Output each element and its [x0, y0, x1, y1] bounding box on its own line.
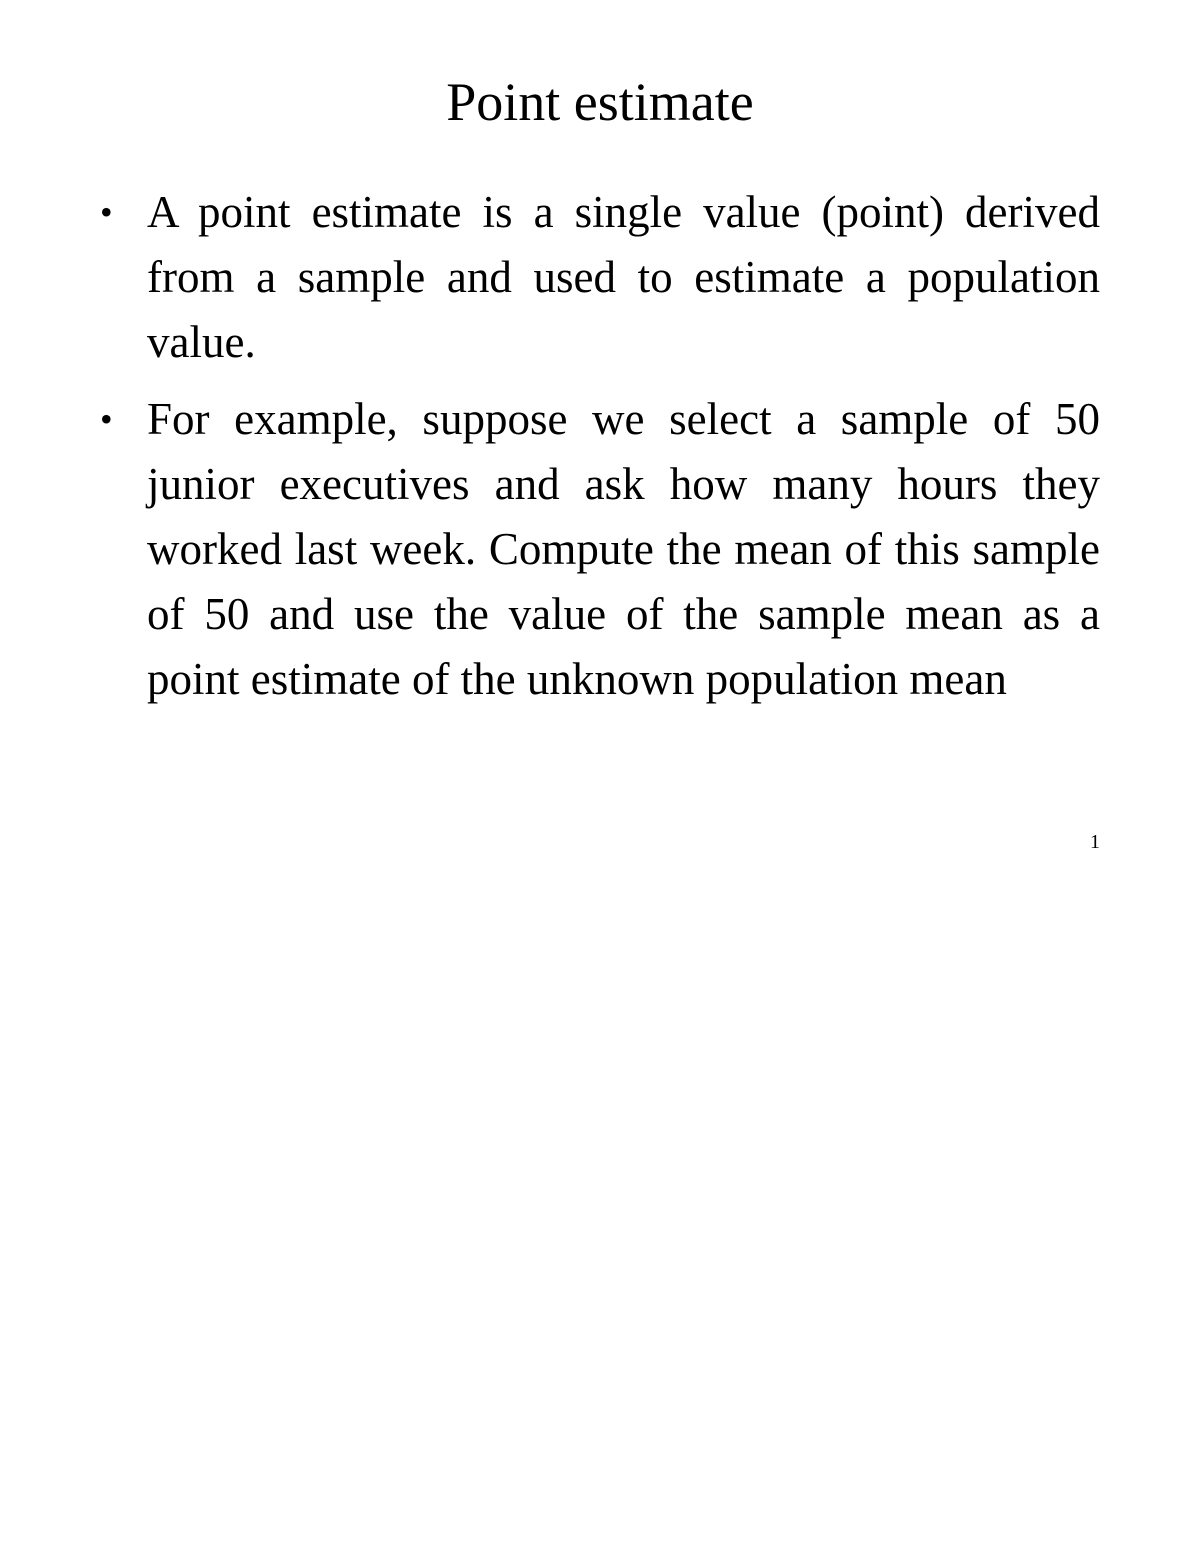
- bullet-icon: •: [100, 192, 113, 232]
- bullet-text: For example, suppose we select a sample of 50 junior executives and ask how many hours they worked last week. Compute the mean of this sample of 50 and use the value of the sample mean as a point estimate of the unknown population mean: [147, 394, 1100, 704]
- bullet-text: A point estimate is a single value (point) derived from a sample and used to estimate a population value.: [147, 187, 1100, 367]
- bullet-icon: •: [100, 399, 113, 439]
- slide-title: Point estimate: [446, 72, 754, 132]
- bullet-item-definition: [100, 180, 1100, 375]
- page-number: 1: [1090, 831, 1100, 853]
- bullet-item-example: [100, 387, 1100, 712]
- bullet-list: [100, 180, 1100, 724]
